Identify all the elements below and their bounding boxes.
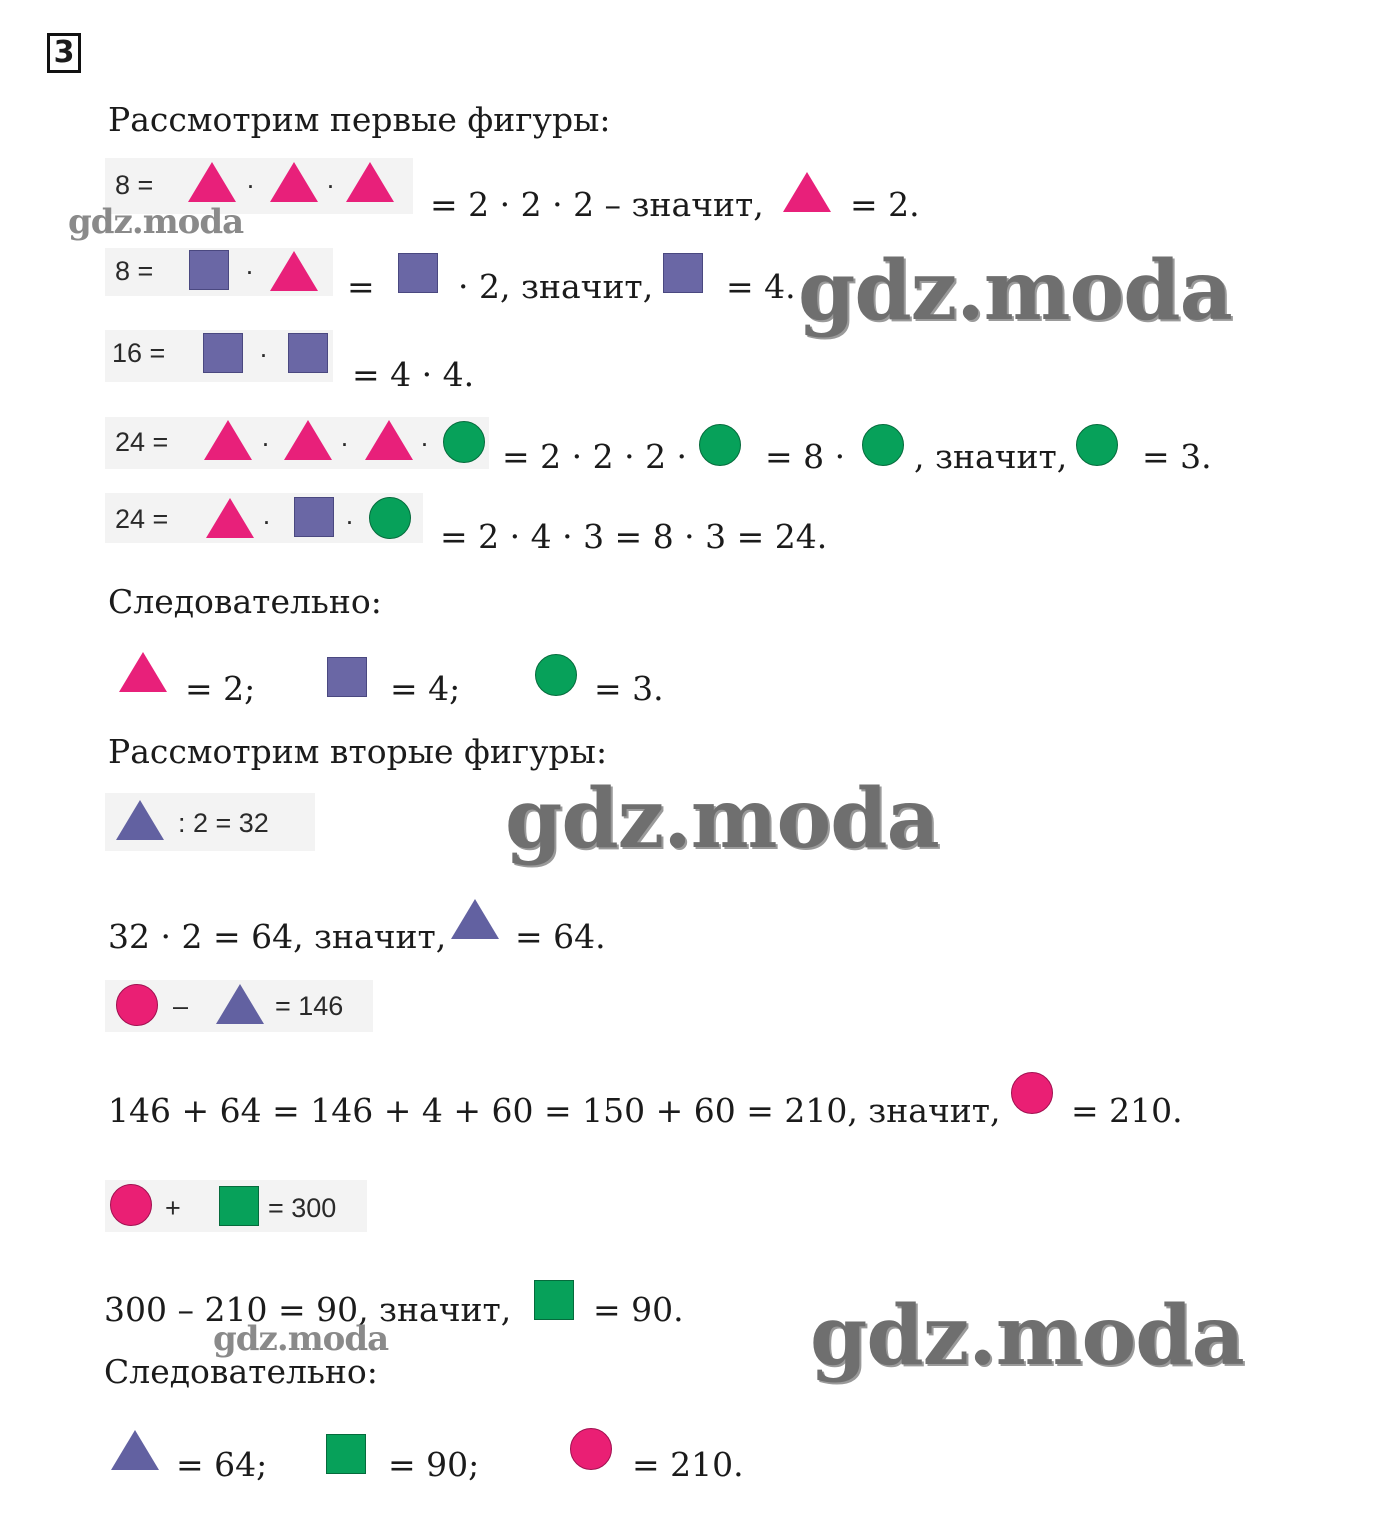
eq4-mid-3: , значит, bbox=[914, 437, 1068, 476]
circle-green-icon bbox=[369, 497, 411, 539]
watermark-large-2: gdz.moda bbox=[505, 771, 939, 867]
result1-circle-value: = 3. bbox=[594, 669, 664, 708]
eq11-text: 300 – 210 = 90, значит, bbox=[104, 1290, 512, 1329]
eq4-mid-2: = 8 · bbox=[765, 437, 846, 476]
watermark-large-3: gdz.moda bbox=[810, 1288, 1244, 1384]
circle-pink-icon bbox=[110, 1184, 152, 1226]
triangle-blue-icon bbox=[216, 984, 264, 1024]
triangle-pink-icon bbox=[204, 420, 252, 460]
result2-square-value: = 90; bbox=[388, 1445, 480, 1484]
result2-triangle-value: = 64; bbox=[176, 1445, 268, 1484]
triangle-pink-icon bbox=[365, 420, 413, 460]
eq2-equals: = bbox=[347, 267, 375, 306]
eq4-result: = 3. bbox=[1142, 437, 1212, 476]
square-green-icon bbox=[534, 1280, 574, 1320]
result1-triangle-value: = 2; bbox=[185, 669, 256, 708]
eq7-text: 32 · 2 = 64, значит, bbox=[108, 917, 447, 956]
eq5-dot-1: · bbox=[262, 506, 271, 536]
eq8-minus: – bbox=[173, 991, 189, 1021]
circle-pink-icon bbox=[1011, 1072, 1053, 1114]
eq3-dot: · bbox=[259, 339, 268, 369]
eq4-mid-1: = 2 · 2 · 2 · bbox=[502, 437, 688, 476]
square-green-icon bbox=[219, 1186, 259, 1226]
eq4-dot-1: · bbox=[261, 428, 270, 458]
circle-green-icon bbox=[862, 424, 904, 466]
triangle-pink-icon bbox=[284, 420, 332, 460]
circle-pink-icon bbox=[570, 1428, 612, 1470]
eq1-dot-2: · bbox=[326, 170, 335, 200]
eq1-rhs: = 2 · 2 · 2 – значит, bbox=[430, 185, 764, 224]
eq4-dot-3: · bbox=[420, 428, 429, 458]
circle-green-icon bbox=[535, 654, 577, 696]
triangle-pink-icon bbox=[119, 652, 167, 692]
eq11-result: = 90. bbox=[593, 1290, 684, 1329]
eq1-result: = 2. bbox=[850, 185, 920, 224]
eq2-mid: · 2, значит, bbox=[458, 267, 654, 306]
watermark-small-bottom: gdz.moda bbox=[213, 1319, 389, 1359]
eq4-lhs: 24 = bbox=[115, 427, 169, 457]
eq5-lhs: 24 = bbox=[115, 504, 169, 534]
triangle-pink-icon bbox=[188, 162, 236, 202]
square-blue-icon bbox=[189, 250, 229, 290]
eq5-rhs: = 2 · 4 · 3 = 8 · 3 = 24. bbox=[440, 517, 828, 556]
triangle-blue-icon bbox=[111, 1430, 159, 1470]
triangle-pink-icon bbox=[206, 498, 254, 538]
eq3-lhs: 16 = bbox=[112, 338, 166, 368]
square-blue-icon bbox=[203, 333, 243, 373]
eq2-dot: · bbox=[245, 256, 254, 286]
eq1-dot-1: · bbox=[246, 170, 255, 200]
triangle-blue-icon bbox=[116, 800, 164, 840]
intro-second-figures: Рассмотрим вторые фигуры: bbox=[108, 732, 608, 771]
intro-first-figures: Рассмотрим первые фигуры: bbox=[108, 100, 611, 139]
eq9-text: 146 + 64 = 146 + 4 + 60 = 150 + 60 = 210, значит, bbox=[108, 1091, 1001, 1130]
eq4-dot-2: · bbox=[340, 428, 349, 458]
triangle-pink-icon bbox=[346, 162, 394, 202]
circle-green-icon bbox=[443, 421, 485, 463]
eq8-rhs: = 146 bbox=[275, 991, 344, 1021]
eq3-rhs: = 4 · 4. bbox=[352, 355, 475, 394]
square-blue-icon bbox=[398, 253, 438, 293]
eq10-rhs: = 300 bbox=[268, 1193, 337, 1223]
circle-pink-icon bbox=[116, 984, 158, 1026]
eq10-plus: + bbox=[165, 1193, 181, 1223]
triangle-blue-icon bbox=[451, 899, 499, 939]
circle-green-icon bbox=[699, 424, 741, 466]
eq9-result: = 210. bbox=[1071, 1091, 1183, 1130]
result1-square-value: = 4; bbox=[390, 669, 461, 708]
eq2-result: = 4. bbox=[726, 267, 796, 306]
task-number: 3 bbox=[47, 33, 81, 73]
conclusion-2: Следовательно: bbox=[104, 1352, 378, 1391]
eq6-rhs: : 2 = 32 bbox=[178, 808, 269, 838]
triangle-pink-icon bbox=[270, 251, 318, 291]
triangle-pink-icon bbox=[783, 172, 831, 212]
conclusion-1: Следовательно: bbox=[108, 582, 382, 621]
square-blue-icon bbox=[663, 253, 703, 293]
square-blue-icon bbox=[294, 497, 334, 537]
square-blue-icon bbox=[327, 657, 367, 697]
eq5-dot-2: · bbox=[345, 506, 354, 536]
eq1-lhs: 8 = bbox=[115, 170, 154, 200]
square-blue-icon bbox=[288, 333, 328, 373]
eq7-result: = 64. bbox=[515, 917, 606, 956]
square-green-icon bbox=[326, 1434, 366, 1474]
watermark-large-1: gdz.moda bbox=[798, 243, 1232, 339]
result2-circle-value: = 210. bbox=[632, 1445, 744, 1484]
triangle-pink-icon bbox=[270, 162, 318, 202]
circle-green-icon bbox=[1076, 424, 1118, 466]
watermark-small-top: gdz.moda bbox=[68, 202, 244, 242]
eq2-lhs: 8 = bbox=[115, 256, 154, 286]
